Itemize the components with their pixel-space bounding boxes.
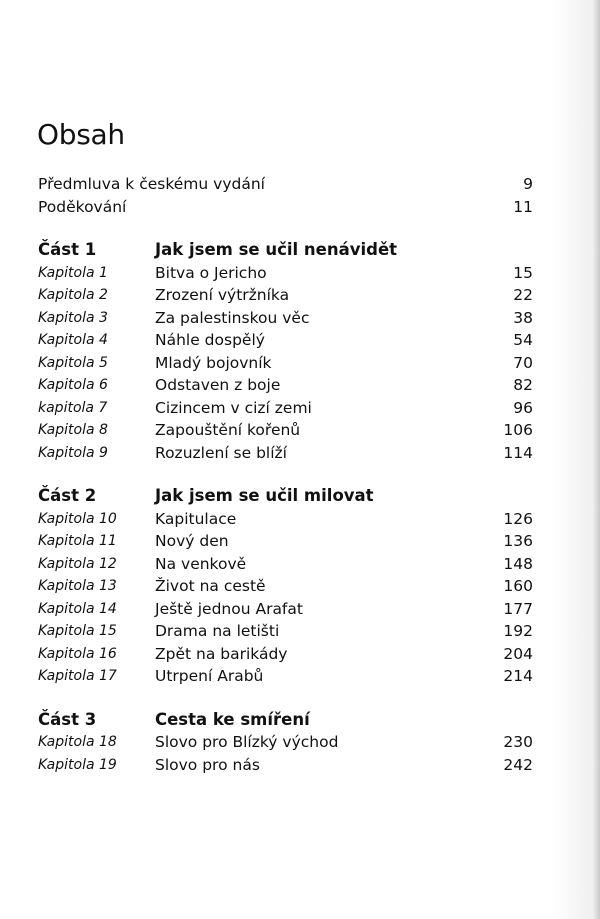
toc-chapter: [38, 553, 533, 576]
chapter-label: Kapitola 5: [38, 354, 108, 371]
chapter-label: Kapitola 16: [38, 645, 117, 662]
toc-chapter: [38, 352, 533, 375]
toc-chapter: [38, 307, 533, 330]
chapter-page: 204: [503, 644, 533, 663]
toc-chapter: [38, 731, 533, 754]
part-label: Část 3: [38, 709, 97, 729]
chapter-page: 177: [503, 599, 533, 618]
chapter-label: Kapitola 17: [38, 668, 117, 684]
part-label: Část 2: [38, 486, 97, 505]
entry-page: 11: [513, 197, 533, 216]
chapter-page: 82: [513, 376, 533, 394]
chapter-label: Kapitola 1: [38, 264, 108, 281]
chapter-title: Za palestinskou věc: [155, 308, 310, 327]
chapter-label: Kapitola 11: [38, 533, 117, 549]
chapter-page: 38: [513, 308, 533, 327]
table-of-contents: [38, 173, 533, 776]
toc-chapter: [38, 419, 533, 442]
chapter-title: Zpět na barikády: [155, 644, 288, 663]
chapter-title: Cizincem v cizí zemi: [155, 398, 312, 417]
chapter-label: Kapitola 8: [38, 422, 108, 438]
chapter-page: 242: [503, 755, 533, 774]
toc-chapter: [38, 397, 533, 420]
chapter-label: Kapitola 18: [38, 734, 117, 750]
chapter-page: 106: [503, 421, 533, 439]
chapter-title: Drama na letišti: [155, 622, 280, 640]
toc-chapter: [38, 598, 533, 621]
chapter-title: Slovo pro Blízký východ: [155, 733, 339, 751]
chapter-page: 15: [513, 263, 533, 282]
toc-chapter: [38, 374, 533, 397]
chapter-title: Náhle dospělý: [155, 331, 265, 349]
toc-chapter: [38, 620, 533, 643]
toc-chapter: [38, 262, 533, 285]
chapter-title: Na venkově: [155, 554, 247, 573]
chapter-title: Slovo pro nás: [155, 755, 260, 774]
toc-chapter: [38, 575, 533, 598]
chapter-page: 230: [503, 733, 533, 751]
chapter-page: 126: [503, 509, 533, 528]
toc-entry-preface: [38, 173, 533, 196]
chapter-label: Kapitola 14: [38, 600, 117, 617]
chapter-label: Kapitola 9: [38, 444, 108, 461]
page-edge-shadow: [594, 0, 600, 919]
chapter-label: Kapitola 15: [38, 623, 117, 639]
chapter-page: 96: [513, 398, 533, 417]
part-title: Jak jsem se učil milovat: [155, 486, 374, 505]
chapter-title: Ještě jednou Arafat: [155, 599, 303, 618]
chapter-label: kapitola 7: [38, 399, 108, 416]
entry-title: Předmluva k českému vydání: [38, 175, 265, 193]
chapter-label: Kapitola 12: [38, 555, 117, 572]
chapter-page: 192: [503, 622, 533, 640]
chapter-page: 70: [513, 353, 533, 372]
chapter-label: Kapitola 6: [38, 377, 108, 393]
part-title: Jak jsem se učil nenávidět: [155, 240, 398, 259]
entry-title: Poděkování: [38, 197, 127, 216]
chapter-title: Rozuzlení se blíží: [155, 443, 287, 462]
toc-chapter: [38, 665, 533, 688]
chapter-title: Mladý bojovník: [155, 353, 272, 372]
chapter-page: 148: [503, 554, 533, 573]
chapter-page: 160: [503, 577, 533, 595]
toc-part-3: [38, 709, 533, 732]
page-title: Obsah: [37, 118, 125, 151]
toc-chapter: [38, 530, 533, 553]
chapter-title: Bitva o Jericho: [155, 263, 267, 282]
part-title: Cesta ke smíření: [155, 709, 310, 729]
chapter-title: Zrození výtržníka: [155, 286, 290, 304]
chapter-title: Zapouštění kořenů: [155, 421, 301, 439]
chapter-title: Kapitulace: [155, 509, 237, 528]
chapter-label: Kapitola 10: [38, 510, 117, 527]
chapter-title: Nový den: [155, 532, 229, 550]
chapter-page: 114: [503, 443, 533, 462]
chapter-label: Kapitola 2: [38, 287, 108, 303]
chapter-label: Kapitola 3: [38, 309, 108, 326]
chapter-page: 22: [513, 286, 533, 304]
chapter-title: Odstaven z boje: [155, 376, 281, 394]
chapter-label: Kapitola 13: [38, 578, 117, 594]
chapter-title: Život na cestě: [155, 577, 266, 595]
toc-chapter: [38, 284, 533, 307]
toc-chapter: [38, 508, 533, 531]
part-label: Část 1: [38, 240, 97, 259]
chapter-page: 54: [513, 331, 533, 349]
chapter-page: 136: [503, 532, 533, 550]
toc-entry-acknowledgements: [38, 196, 533, 219]
chapter-label: Kapitola 19: [38, 756, 117, 773]
toc-chapter: [38, 442, 533, 465]
toc-chapter: [38, 754, 533, 777]
toc-chapter: [38, 643, 533, 666]
chapter-title: Utrpení Arabů: [155, 667, 264, 685]
toc-part-2: [38, 485, 533, 508]
toc-chapter: [38, 329, 533, 352]
toc-part-1: [38, 239, 533, 262]
chapter-page: 214: [503, 667, 533, 685]
chapter-label: Kapitola 4: [38, 332, 108, 348]
entry-page: 9: [523, 175, 533, 193]
